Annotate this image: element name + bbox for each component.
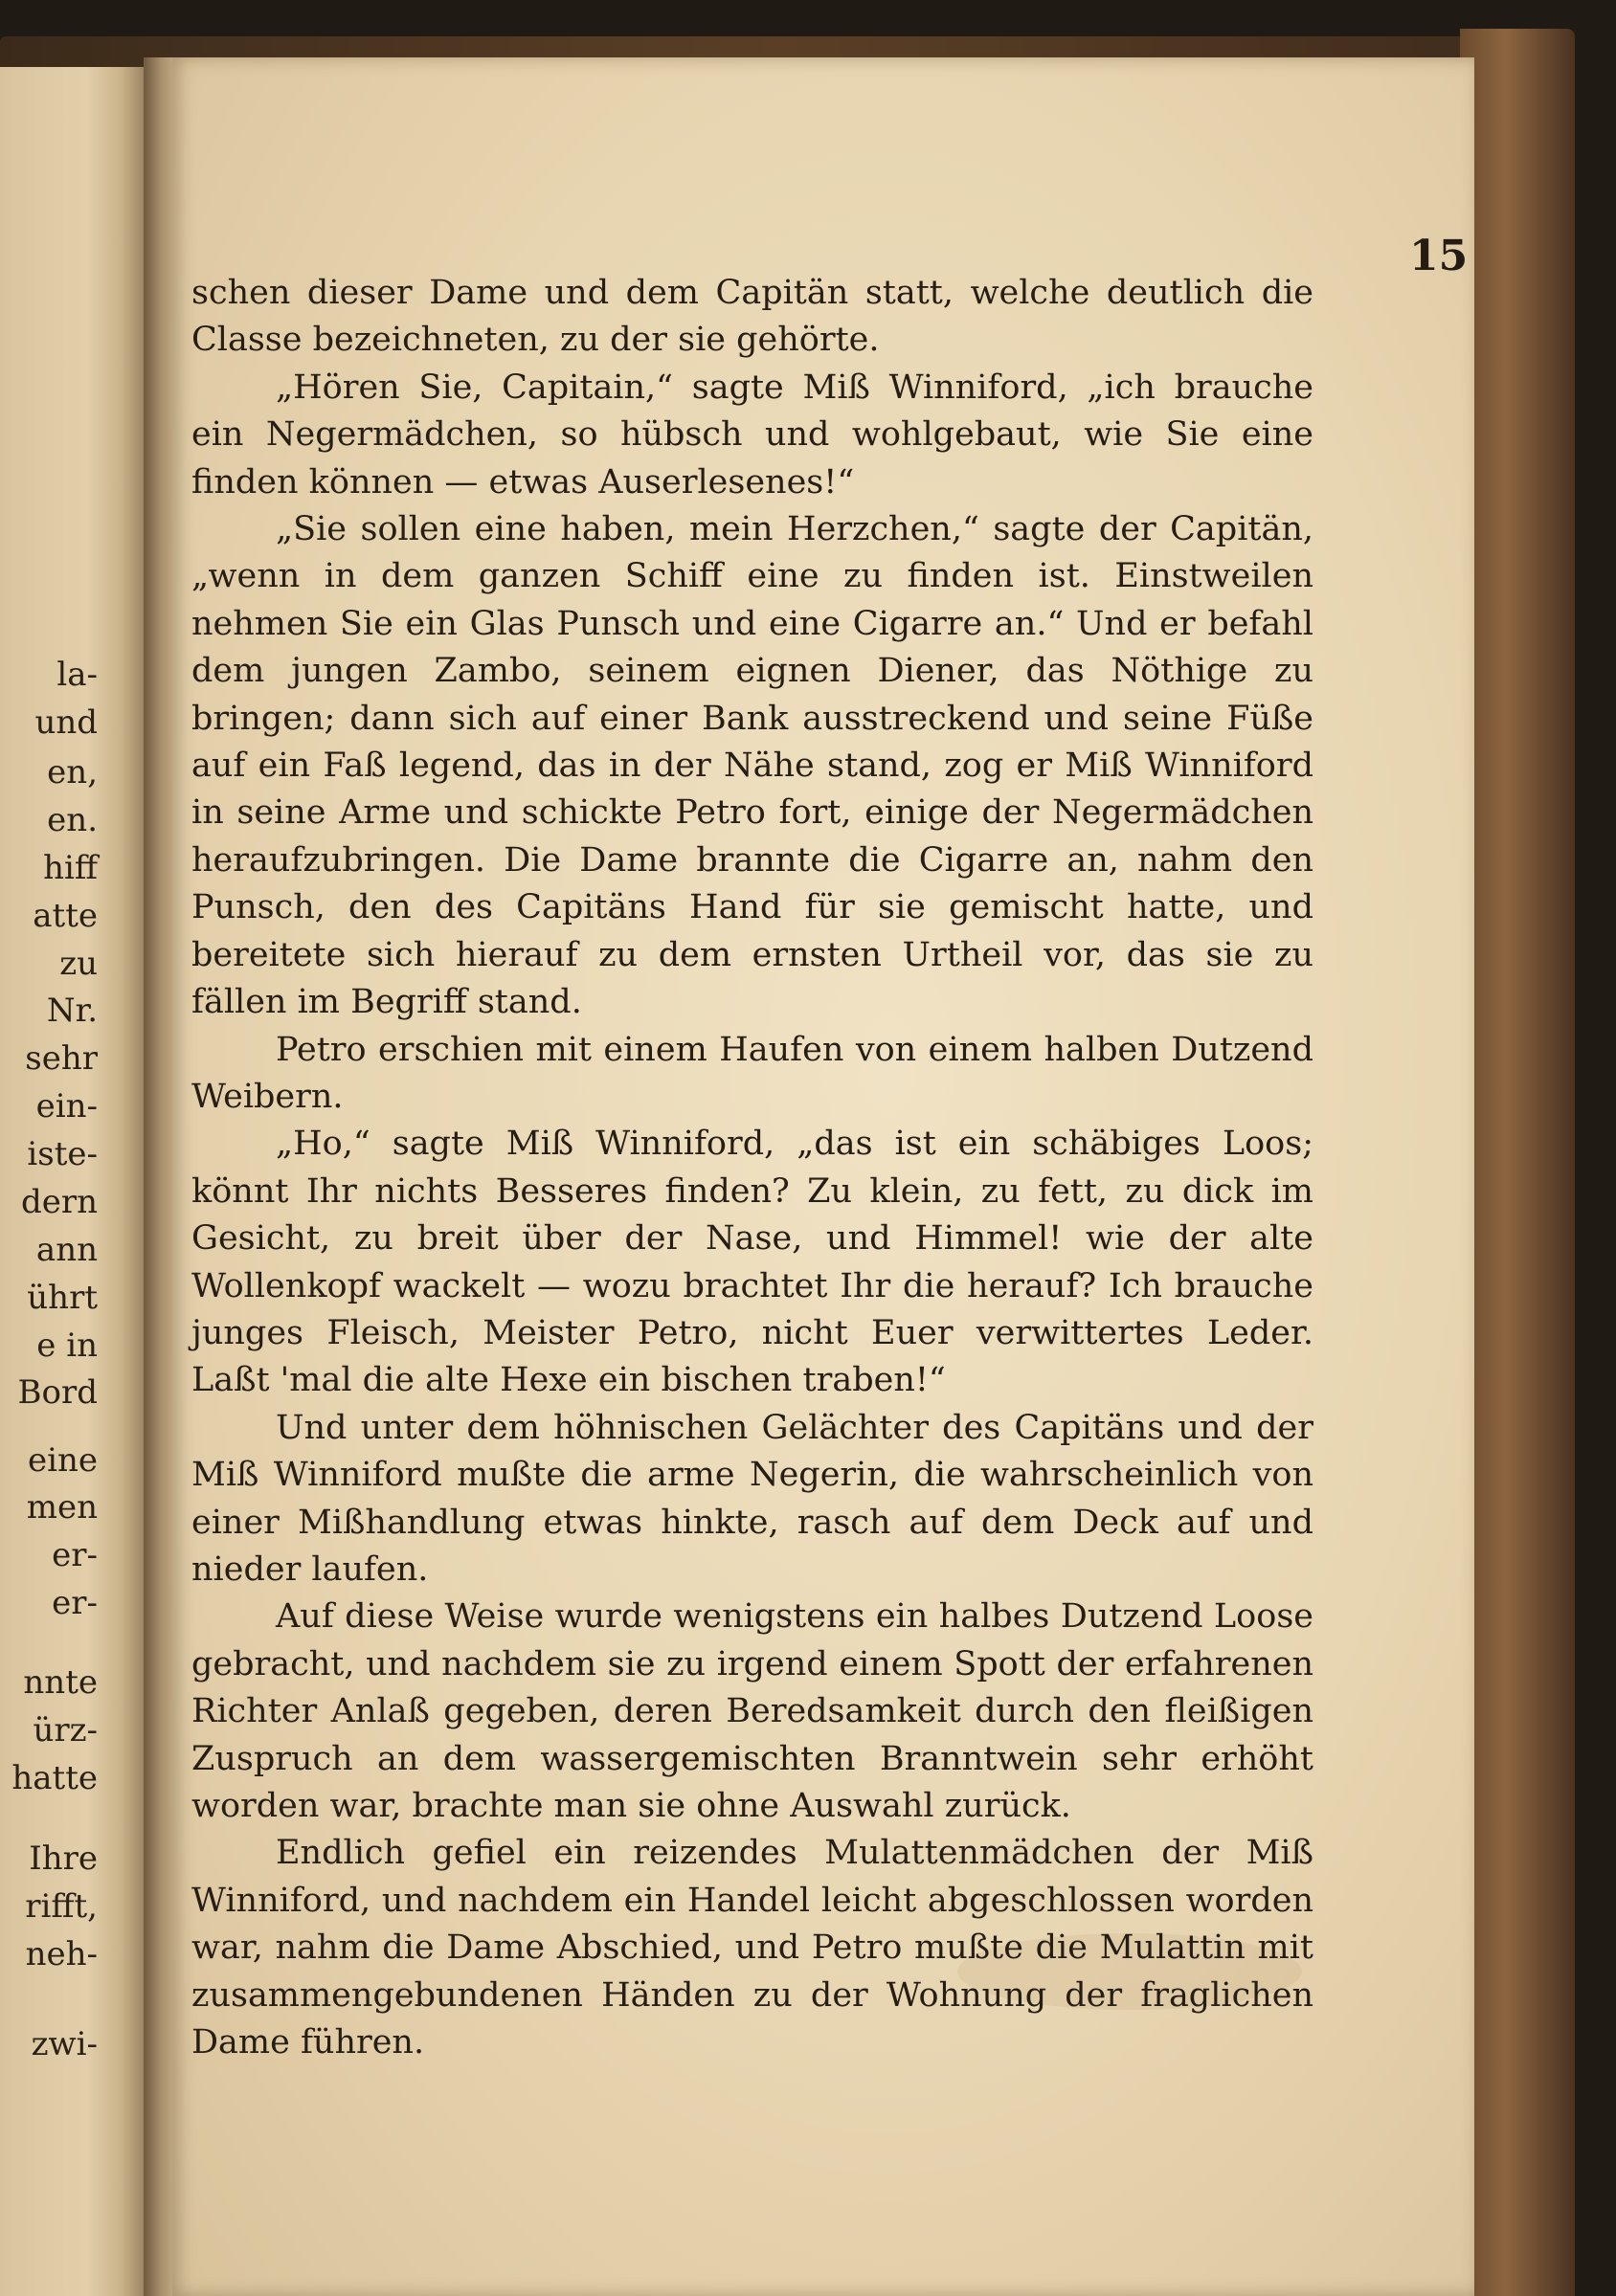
facing-page-fragment: atte [33, 897, 98, 935]
facing-page-fragment: hatte [11, 1759, 98, 1797]
page-number: 15 [1409, 232, 1469, 280]
facing-page-fragment: er- [52, 1536, 98, 1574]
facing-page-fragment: men [26, 1488, 98, 1527]
paragraph: Und unter dem höhnischen Gelächter des Capitäns und der Miß Winniford mußte die arme Negerin, die wahrscheinlich von einer Mißhandlung etwas hinkte, rasch auf dem Deck auf und nieder laufen. [191, 1408, 1313, 1589]
facing-page-fragment: iste- [27, 1135, 98, 1173]
paragraph: „Hören Sie, Capitain,“ sagte Miß Winniford, „ich brauche ein Negermädchen, so hübsch und wohlgebaut, wie Sie eine finden können — etwas Auserlesenes!“ [191, 368, 1313, 502]
paragraph: „Sie sollen eine haben, mein Herzchen,“ sagte der Capitän, „wenn in dem ganzen Schiff eine zu finden ist. Einstweilen nehmen Sie ein Glas Punsch und eine Cigarre an.“ Und er befahl dem jungen Zambo, seinem eignen Diener, das Nöthige zu bringen; dann sich auf einer Bank ausstreckend und seine Füße auf ein Faß legend, das in der Nähe stand, zog er Miß Winniford in seine Arme und schickte Petro fort, einige der Negermädchen heraufzubringen. Die Dame brannte die Cigarre an, nahm den Punsch, den des Capitäns Hand für sie gemischt hatte, und bereitete sich hierauf zu dem ernsten Urtheil vor, das sie zu fällen im Begriff stand. [191, 510, 1313, 1022]
paragraph: schen dieser Dame und dem Capitän statt, welche deutlich die Classe bezeichneten, zu der sie gehörte. [191, 274, 1313, 360]
paragraph: Petro erschien mit einem Haufen von einem halben Dutzend Weibern. [191, 1030, 1313, 1116]
facing-page-fragment: dern [20, 1183, 98, 1221]
facing-page-fragment: ürz- [33, 1711, 98, 1750]
paragraph: Auf diese Weise wurde wenigstens ein halbes Dutzend Loose gebracht, und nachdem sie zu irgend einem Spott der erfahrenen Richter Anlaß gegeben, deren Beredsamkeit durch den fleißigen Zuspruch an dem wassergemischten Branntwein sehr erhöht worden war, brachte man sie ohne Auswahl zurück. [191, 1597, 1313, 1825]
facing-page-fragment: en, [47, 753, 98, 791]
facing-page-fragment: eine [27, 1441, 98, 1480]
facing-page-fragment: neh- [25, 1935, 98, 1973]
facing-page-fragment: und [34, 703, 98, 742]
facing-page-fragment: en. [47, 801, 98, 839]
facing-page-fragment: ührt [27, 1279, 98, 1317]
cover-edge [1460, 29, 1575, 2296]
paragraph: „Ho,“ sagte Miß Winniford, „das ist ein schäbiges Loos; könnt Ihr nichts Besseres finden? Zu klein, zu fett, zu dick im Gesicht, zu breit über der Nase, und Himmel! wie der alte Wollenkopf wackelt — wozu brachtet Ihr die herauf? Ich brauche junges Fleisch, Meister Petro, nicht Euer verwittertes Leder. Laßt 'mal die alte Hexe ein bischen traben!“ [191, 1125, 1313, 1400]
body-text [191, 270, 1313, 2066]
facing-page-fragment: er- [52, 1584, 98, 1622]
facing-page-fragment: zu [59, 945, 98, 983]
facing-page-fragment: rifft, [25, 1887, 98, 1926]
facing-page-fragment: ein- [35, 1087, 98, 1126]
facing-page-fragment: zwi- [31, 2025, 98, 2063]
facing-page-fragment: hiff [43, 849, 98, 887]
facing-page-fragment: sehr [25, 1039, 98, 1078]
facing-page-fragment: Bord [17, 1373, 98, 1412]
facing-page-fragment: e in [36, 1326, 98, 1365]
facing-page-fragment: Ihre [29, 1839, 98, 1878]
facing-page-fragment: nnte [23, 1663, 98, 1702]
facing-page [0, 67, 144, 2296]
facing-page-fragment: la- [56, 656, 98, 694]
paragraph: Endlich gefiel ein reizendes Mulattenmädchen der Miß Winniford, und nachdem ein Handel leicht abgeschlossen worden war, nahm die Dame Abschied, und Petro mußte die Mulattin mit zusammengebundenen Händen zu der Wohnung der fraglichen Dame führen. [191, 1834, 1313, 2062]
facing-page-fragment: Nr. [46, 992, 98, 1030]
facing-page-fragment: ann [35, 1231, 98, 1269]
